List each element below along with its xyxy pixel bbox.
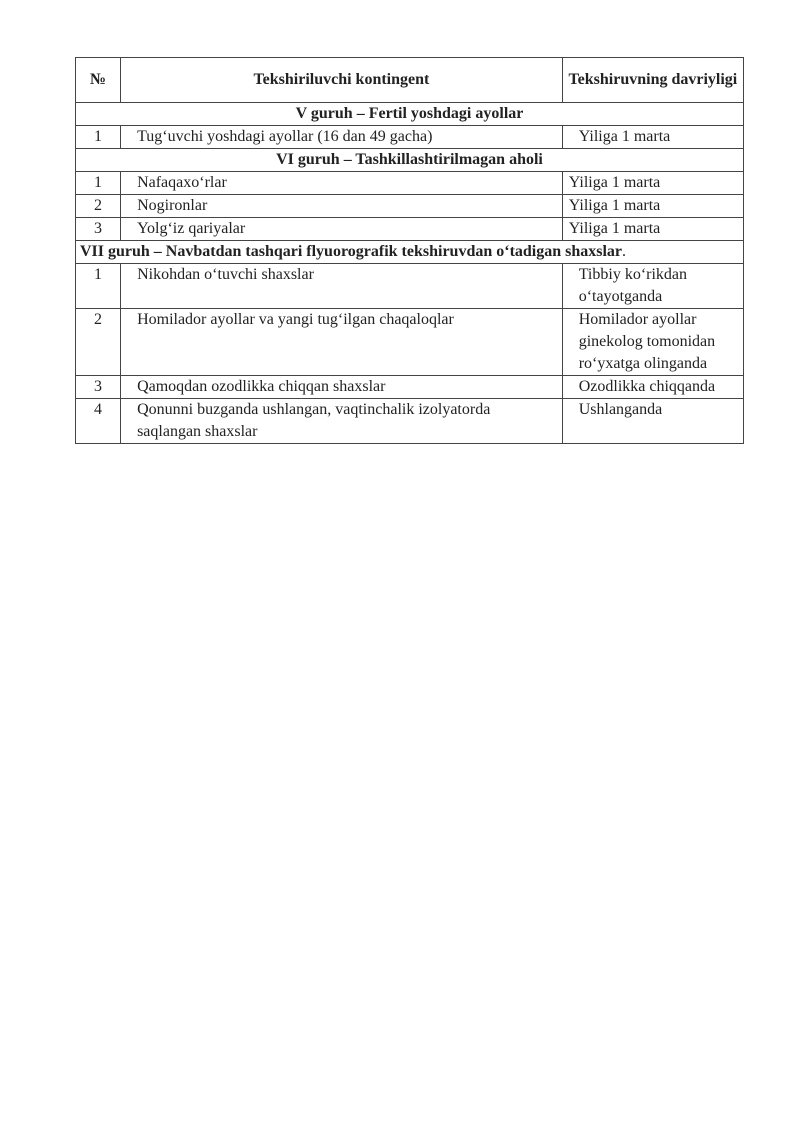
table-row [76,195,744,218]
group-7-title-end: . [622,243,627,260]
table-row [76,376,744,399]
row-number: 4 [76,399,121,444]
document-page [75,57,744,444]
row-number: 3 [76,376,121,399]
row-period: Homilador ayollar ginekolog tomonidan ro‘yxatga olinganda [562,309,743,376]
group-5-title: V guruh – Fertil yoshdagi ayollar [76,103,744,126]
table-row [76,218,744,241]
row-number: 1 [76,264,121,309]
group-heading-row [76,103,744,126]
row-contingent: Nikohdan o‘tuvchi shaxslar [121,264,563,309]
row-period: Tibbiy ko‘rikdan o‘tayotganda [562,264,743,309]
header-number: № [76,58,121,103]
row-contingent: Qonunni buzganda ushlangan, vaqtinchalik izolyatorda saqlangan shaxslar [121,399,563,444]
row-contingent: Nafaqaxo‘rlar [121,172,563,195]
group-heading-row [76,241,744,264]
row-contingent: Tug‘uvchi yoshdagi ayollar (16 dan 49 gacha) [121,126,563,149]
group-heading-row [76,149,744,172]
row-number: 1 [76,172,121,195]
header-period: Tekshiruvning davriyligi [562,58,743,103]
row-number: 2 [76,195,121,218]
row-period: Yiliga 1 marta [562,218,743,241]
row-number: 3 [76,218,121,241]
row-contingent: Nogironlar [121,195,563,218]
row-contingent: Qamoqdan ozodlikka chiqqan shaxslar [121,376,563,399]
row-period: Yiliga 1 marta [562,195,743,218]
table-row [76,126,744,149]
table-row [76,264,744,309]
row-period: Yiliga 1 marta [562,126,743,149]
table-header-row [76,58,744,103]
table-row [76,309,744,376]
group-7-heading [76,241,744,264]
screening-table [75,57,744,444]
row-contingent: Homilador ayollar va yangi tug‘ilgan chaqaloqlar [121,309,563,376]
row-period: Ozodlikka chiqqanda [562,376,743,399]
row-period: Ushlanganda [562,399,743,444]
row-number: 2 [76,309,121,376]
group-6-title: VI guruh – Tashkillashtirilmagan aholi [76,149,744,172]
row-number: 1 [76,126,121,149]
header-contingent: Tekshiriluvchi kontingent [121,58,563,103]
row-contingent: Yolg‘iz qariyalar [121,218,563,241]
table-row [76,172,744,195]
row-period: Yiliga 1 marta [562,172,743,195]
group-7-title: VII guruh – Navbatdan tashqari flyuorografik tekshiruvdan o‘tadigan shaxslar [80,243,623,260]
table-row [76,399,744,444]
